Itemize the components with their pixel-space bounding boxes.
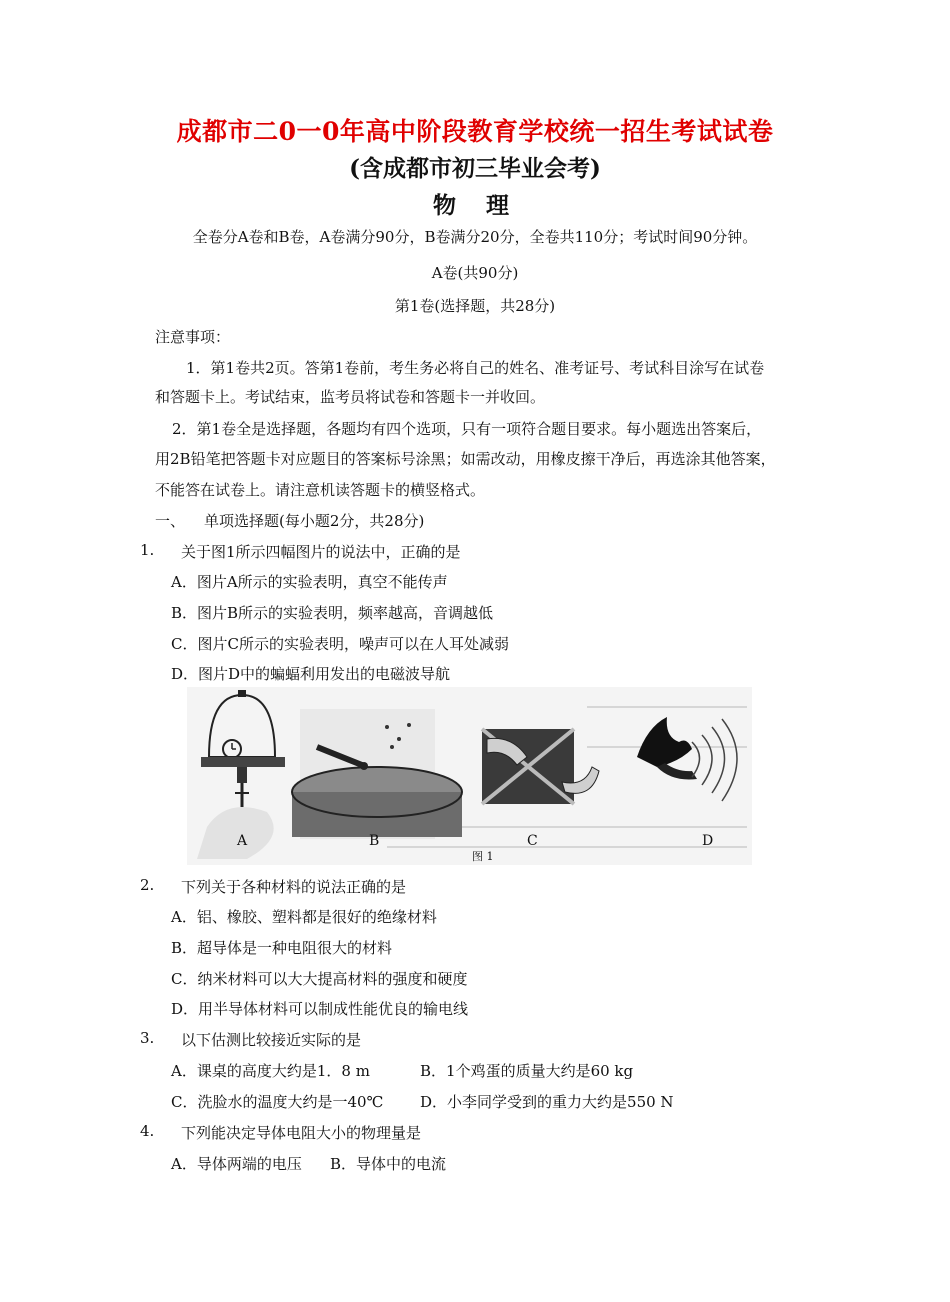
question-option: D．用半导体材料可以制成性能优良的输电线 [171, 1000, 469, 1018]
question-option: D．图片D中的蝙蝠利用发出的电磁波导航 [171, 665, 451, 683]
figure-1 [187, 687, 752, 865]
question-number: 3. [140, 1029, 155, 1047]
question-option: D．小李同学受到的重力大约是550 N [420, 1093, 674, 1111]
exam-subtitle: (含成都市初三毕业会考) [349, 155, 601, 182]
notice-1-line-1: 1．第1卷共2页。答第1卷前，考生务必将自己的姓名、准考证号、考试科目涂写在试卷 [186, 359, 765, 377]
question-stem: 下列关于各种材料的说法正确的是 [181, 878, 407, 896]
part-1-heading: 第1卷(选择题，共28分) [394, 297, 556, 315]
question-option: A．铝、橡胶、塑料都是很好的绝缘材料 [171, 908, 437, 926]
notice-1-line-2: 和答题卡上。考试结束，监考员将试卷和答题卡一并收回。 [155, 388, 546, 406]
question-option: B．导体中的电流 [330, 1155, 447, 1173]
notice-2-line-2: 用2B铅笔把答题卡对应题目的答案标号涂黑；如需改动，用橡皮擦干净后，再选涂其他答案， [155, 450, 776, 468]
notice-2-line-1: 2．第1卷全是选择题，各题均有四个选项，只有一项符合题目要求。每小题选出答案后， [172, 420, 762, 438]
question-number: 4. [140, 1122, 155, 1140]
question-option: B．超导体是一种电阻很大的材料 [171, 939, 393, 957]
figure-label-c: C [527, 833, 538, 849]
question-stem: 关于图1所示四幅图片的说法中，正确的是 [181, 543, 461, 561]
exam-title: 成都市二0一0年高中阶段教育学校统一招生考试试卷 [176, 117, 774, 146]
question-number: 1. [140, 541, 155, 559]
figure-caption: 图 1 [472, 850, 494, 863]
section-number: 一、 [155, 512, 186, 530]
question-option: C．洗脸水的温度大约是一40℃ [171, 1093, 384, 1111]
question-option: A．导体两端的电压 [171, 1155, 302, 1173]
question-stem: 下列能决定导体电阻大小的物理量是 [181, 1124, 422, 1142]
question-option: C．图片C所示的实验表明，噪声可以在人耳处减弱 [171, 635, 509, 653]
notice-title: 注意事项： [155, 328, 231, 346]
subject-title: 物理 [433, 192, 539, 219]
section-heading-text: 单项选择题(每小题2分，共28分) [204, 512, 425, 530]
question-option: A．图片A所示的实验表明，真空不能传声 [171, 573, 448, 591]
score-info: 全卷分A卷和B卷，A卷满分90分，B卷满分20分，全卷共110分；考试时间90分钟。 [192, 228, 758, 246]
question-option: A．课桌的高度大约是1．8 m [171, 1062, 370, 1080]
question-stem: 以下估测比较接近实际的是 [181, 1031, 362, 1049]
figure-label-d: D [702, 833, 714, 849]
figure-label-b: B [369, 833, 380, 849]
question-option: B．图片B所示的实验表明，频率越高，音调越低 [171, 604, 494, 622]
question-number: 2. [140, 876, 155, 894]
question-option: B．1个鸡蛋的质量大约是60 kg [420, 1062, 634, 1080]
notice-2-line-3: 不能答在试卷上。请注意机读答题卡的横竖格式。 [155, 481, 486, 499]
question-option: C．纳米材料可以大大提高材料的强度和硬度 [171, 970, 468, 988]
figure-label-a: A [237, 833, 248, 849]
section-a-heading: A卷(共90分) [431, 264, 519, 282]
